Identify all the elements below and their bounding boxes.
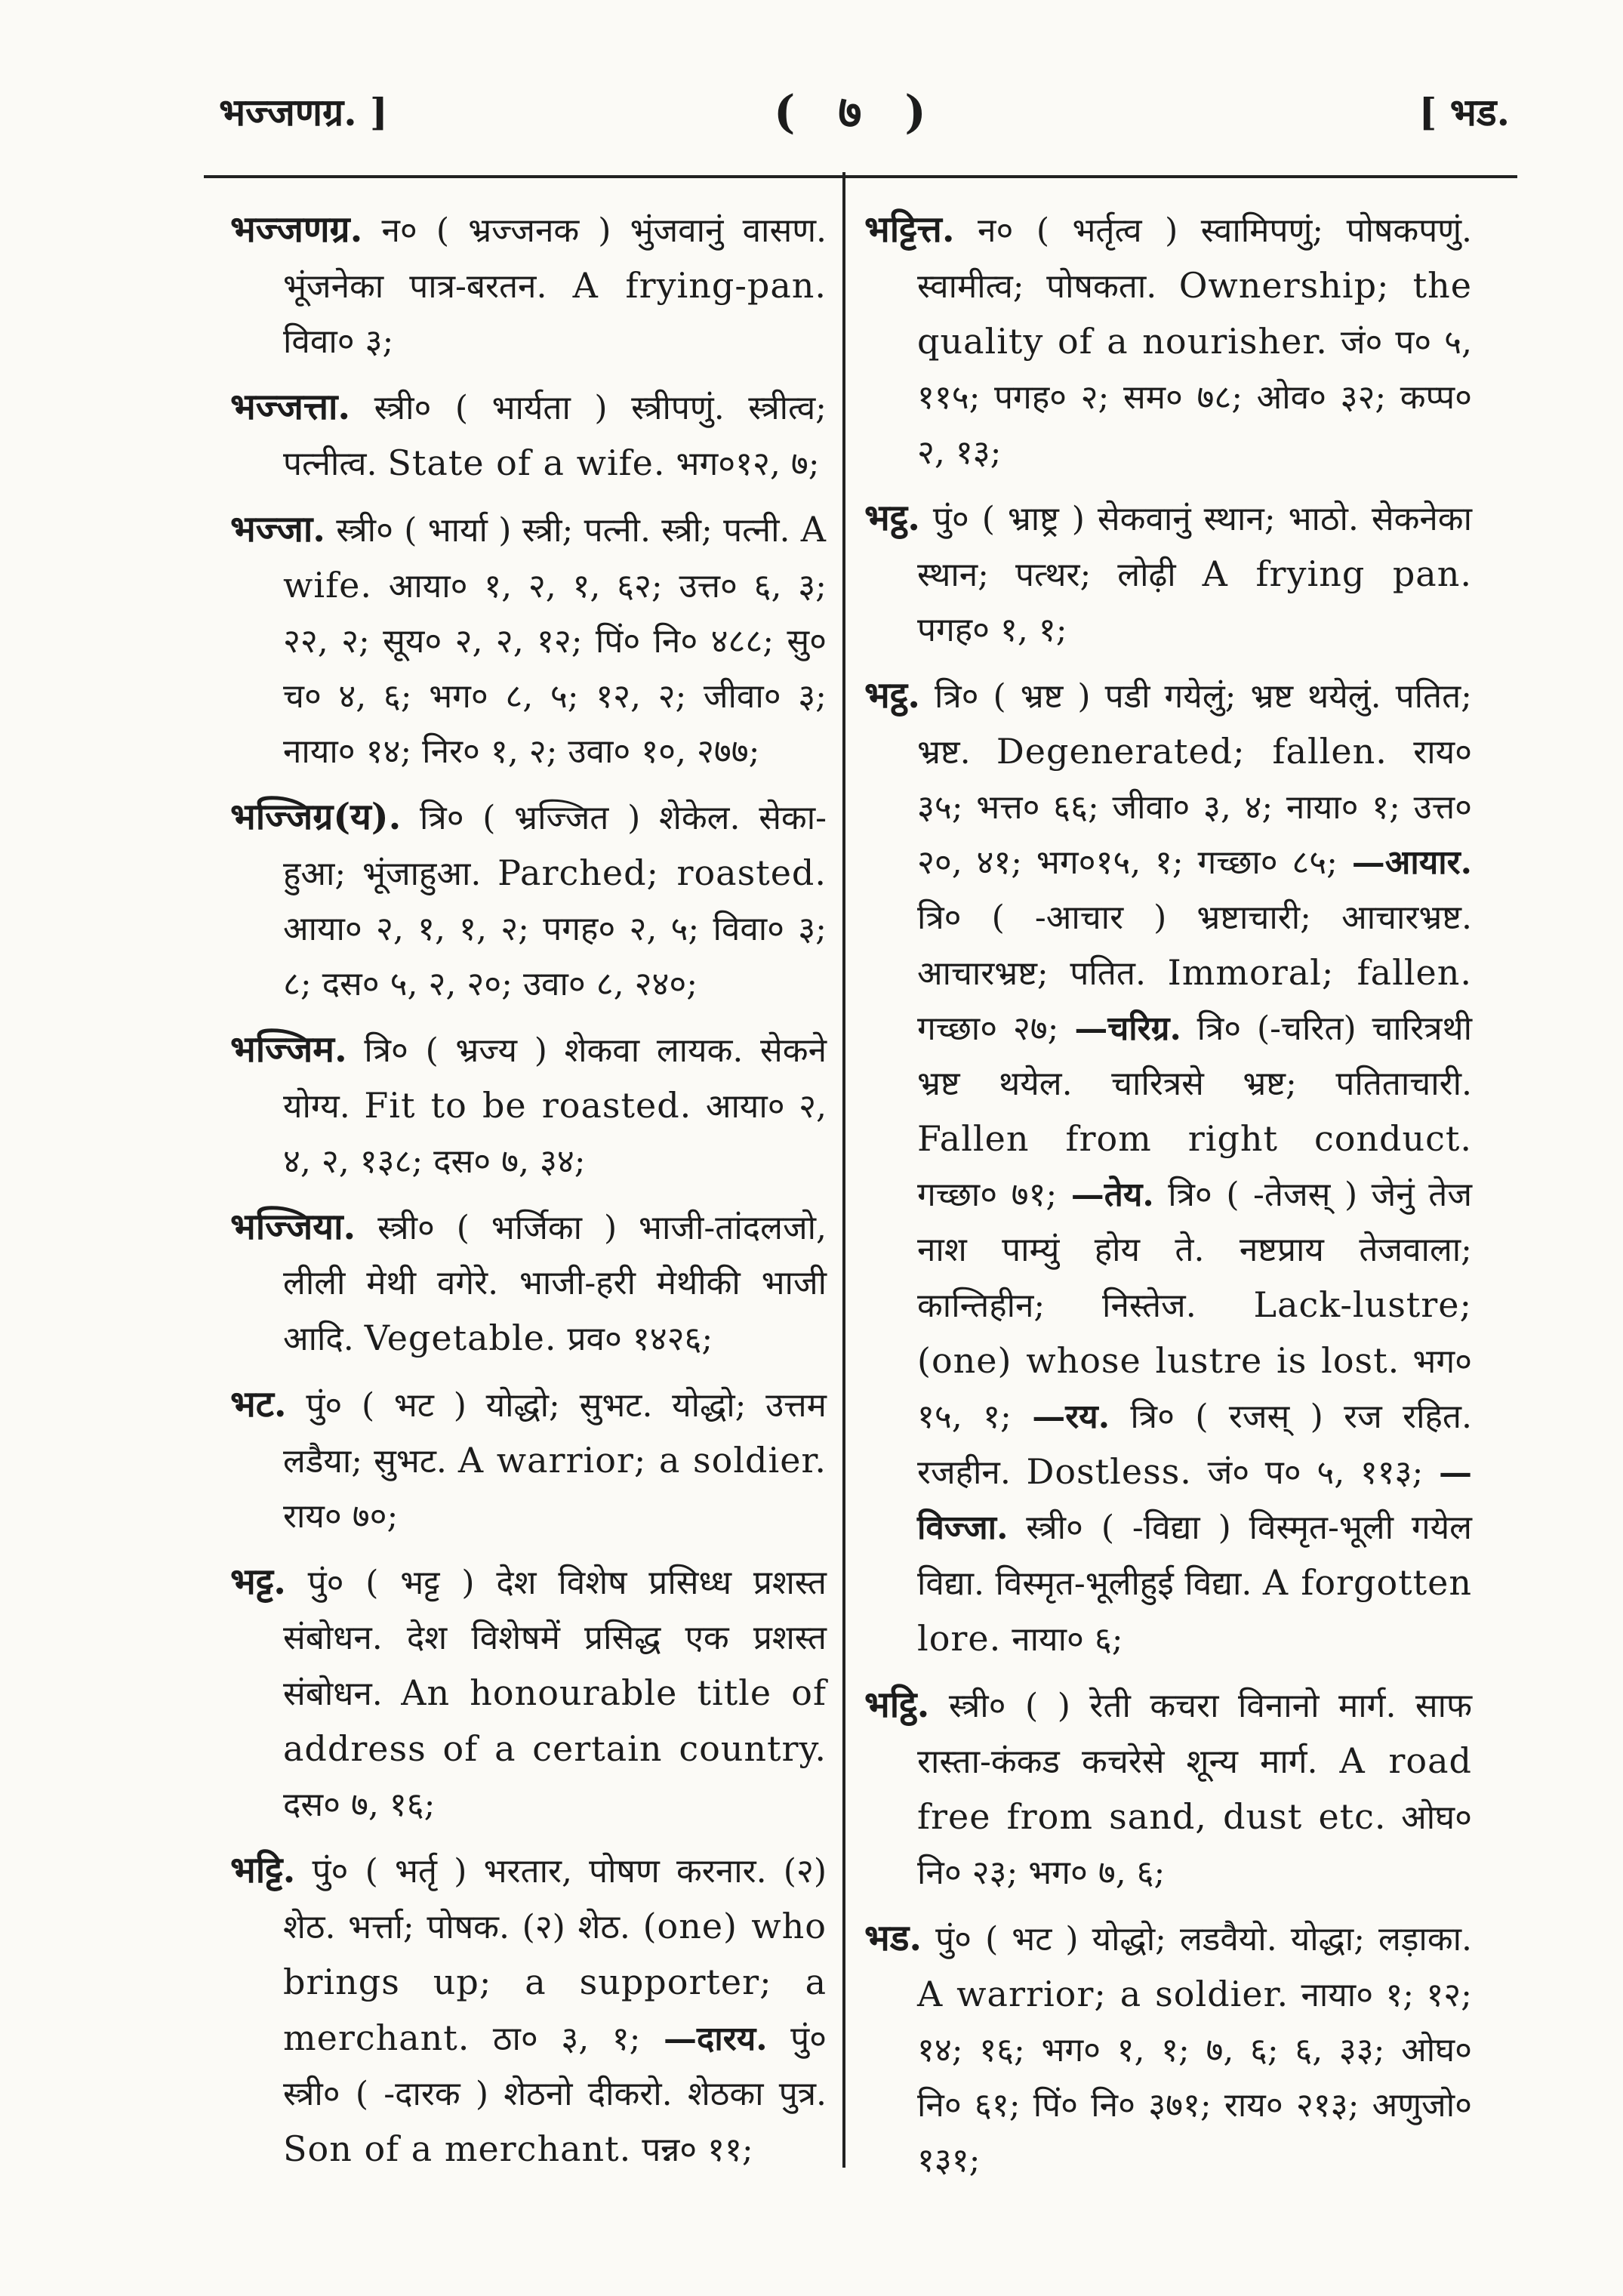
entry-bhajjatta — [230, 380, 827, 492]
headword: भट. — [230, 1383, 287, 1425]
sub-headword: —आयार. — [1351, 843, 1472, 882]
sub-english-gloss: Immoral; fallen. — [1167, 952, 1472, 993]
english-gloss: A wife. — [283, 509, 827, 606]
entry-references: राय० ३५; भत्त० ६६; जीवा० ३, ४; नाया० १; उत्त० २०, ४१; भग०१५, १; गच्छा० ८५; — [917, 733, 1473, 882]
entry-references: विवा० ३; — [283, 322, 394, 361]
english-gloss: A warrior; a soldier. — [457, 1440, 827, 1481]
page-header — [219, 79, 1510, 147]
entry-references: पगह० १, १; — [917, 611, 1067, 649]
sub-references: भग० १५, १; — [917, 1342, 1472, 1436]
entry-definition: स्त्री० ( भार्या ) स्त्री; पत्नी. स्त्री; पत्नी. — [325, 511, 801, 550]
headword: भज्जा. — [230, 508, 325, 550]
entry-references: ओघ० नि० २३; भग० ७, ६; — [917, 1798, 1472, 1892]
sub-headword: —चरिग्र. — [1074, 1009, 1181, 1048]
entry-definition: न० ( भ्रज्जनक ) भुंजवानुं वासण. भूंजनेका पात्र-बरतन. — [283, 211, 827, 306]
english-gloss: A road free from sand, dust etc. — [917, 1740, 1472, 1837]
entry-references: नाया० १; १२; १४; १६; भग० १, १; ७, ६; ६, ३३; ओघ० नि० ६१; पिं० नि० ३७१; राय० २१३; अणुजो० १३१; — [917, 1976, 1472, 2180]
sub-headword: —तेय. — [1070, 1176, 1154, 1214]
sub-references: जं० प० ५, ११३; — [1191, 1453, 1439, 1492]
sub-english-gloss: Fallen from right conduct. — [917, 1118, 1472, 1159]
english-gloss: (one) who brings up; a supporter; a merchant. — [283, 1906, 827, 2058]
english-gloss: Vegetable. — [364, 1318, 557, 1358]
sub-definition: पुं० स्त्री० ( -दारक ) शेठनो दीकरो. शेठका पुत्र. — [283, 2020, 827, 2113]
entry-definition: स्त्री० ( ) रेती कचरा विनानो मार्ग. साफ रास्ता-कंकड कचरेसे शून्य मार्ग. — [917, 1687, 1472, 1781]
english-gloss: Parched; roasted. — [497, 852, 827, 893]
english-gloss: A frying pan. — [1202, 553, 1472, 594]
entry-definition: न० ( भर्तृत्व ) स्वामिपणुं; पोषकपणुं. स्वामीत्व; पोषकता. — [917, 211, 1472, 306]
sub-english-gloss: A forgotten lore. — [917, 1562, 1472, 1659]
entry-bhajjanaa — [230, 202, 827, 369]
english-gloss: Degenerated; fallen. — [996, 731, 1387, 772]
entry-definition: पुं० ( भ्राष्ट्र ) सेकवानुं स्थान; भाठो. सेकनेका स्थान; पत्थर; लोढ़ी — [917, 500, 1472, 594]
entry-bhattitta — [864, 202, 1472, 480]
sub-references: गच्छा० ७१; — [917, 1176, 1071, 1214]
sub-definition: त्रि० ( रजस् ) रज रहित. रजहीन. — [917, 1398, 1472, 1492]
header-first-entry: भज्जणग्र. ] — [219, 90, 388, 134]
sub-definition: स्त्री० ( -विद्या ) विस्मृत-भूली गयेल विद्या. विस्मृत-भूलीहुई विद्या. — [917, 1509, 1472, 1603]
english-gloss: Fit to be roasted. — [364, 1085, 692, 1126]
entry-bhattha-fallen — [864, 668, 1472, 1667]
column-divider — [842, 172, 845, 2168]
entry-definition: पुं० ( भट ) योद्धो; सुभट. योद्धो; उत्तम लडैया; सुभट. — [283, 1386, 827, 1481]
entry-bhajjia — [230, 790, 827, 1012]
entry-references: ठा० ३, १; — [470, 2020, 664, 2058]
entry-bhajjima — [230, 1022, 827, 1189]
sub-english-gloss: Son of a merchant. — [283, 2128, 632, 2169]
entry-bhatthi — [864, 1678, 1472, 1900]
entry-definition: स्त्री० ( भर्जिका ) भाजी-तांदलजो, लीली मेथी वगेरे. भाजी-हरी मेथीकी भाजी आदि. — [283, 1209, 827, 1358]
sub-references: नाया० ६; — [1001, 1620, 1123, 1659]
entry-definition: त्रि० ( भ्रज्य ) शेकवा लायक. सेकने योग्य. — [283, 1031, 827, 1126]
headword: भट्टित्त. — [864, 208, 955, 251]
english-gloss: A warrior; a soldier. — [917, 1974, 1289, 2014]
english-gloss: State of a wife. — [387, 442, 666, 483]
entry-bhajjiya — [230, 1200, 827, 1367]
header-rule — [204, 175, 1517, 178]
english-gloss: A frying-pan. — [572, 265, 827, 306]
sub-references: पन्न० ११; — [631, 2131, 753, 2169]
entry-references: आया० २, १, १, २; पगह० २, ५; विवा० ३; ८; दस० ५, २, २०; उवा० ८, २४०; — [283, 910, 827, 1003]
headword: भट्ठ. — [864, 497, 920, 539]
entry-bhajja — [230, 502, 827, 779]
headword: भज्जत्ता. — [230, 386, 351, 428]
entry-definition: स्त्री० ( भार्यता ) स्त्रीपणुं. स्त्रीत्व; पत्नीत्व. — [283, 389, 827, 483]
entry-bhata — [230, 1377, 827, 1544]
sub-headword: —विज्जा. — [917, 1453, 1472, 1547]
headword: भट्टि. — [230, 1849, 296, 1891]
entry-bhatta — [230, 1555, 827, 1832]
entry-references: प्रव० १४२६; — [556, 1320, 713, 1358]
sub-references: गच्छा० २७; — [917, 1009, 1075, 1048]
sub-definition: त्रि० (-चरित) चारित्रथी भ्रष्ट थयेल. चारित्रसे भ्रष्ट; पतिताचारी. — [917, 1009, 1472, 1103]
page-number: ( ७ ) — [774, 86, 940, 139]
sub-definition: त्रि० ( -तेजस् ) जेनुं तेज नाश पाम्युं होय ते. नष्टप्राय तेजवाला; कान्तिहीन; निस्तेज. — [917, 1176, 1472, 1325]
entry-references: जं० प० ५, ११५; पगह० २; सम० ७८; ओव० ३२; कप्प० २, १३; — [917, 323, 1472, 472]
entry-references: आया० २, ४, २, १३८; दस० ७, ३४; — [283, 1087, 827, 1181]
headword: भड. — [864, 1917, 922, 1959]
sub-headword: —दारय. — [663, 2020, 768, 2058]
entry-references: आया० १, २, १, ६२; उत्त० ६, ३; २२, २; सूय० २, २, १२; पिं० नि० ४८८; सु० च० ४, ६; भग० ८, ५; १२, २; जीवा० ३; नाया० १४; निर० १, २; उवा० १०, २७७; — [283, 567, 827, 771]
entry-definition: पुं० ( भट ) योद्धो; लडवैयो. योद्धा; लड़ाका. — [922, 1920, 1472, 1959]
left-column — [230, 202, 827, 2188]
entry-references: दस० ७, १६; — [283, 1786, 436, 1824]
header-last-entry: [ भड. — [1418, 90, 1510, 134]
entry-definition: त्रि० ( भ्रज्जित ) शेकेल. सेका-हुआ; भूंजाहुआ. — [283, 799, 827, 893]
entry-references: भग०१२, ७; — [665, 445, 820, 483]
entry-references: राय० ७०; — [283, 1497, 399, 1536]
sub-english-gloss: Dostless. — [1026, 1451, 1192, 1492]
entry-bhada — [864, 1911, 1472, 2188]
entry-definition: त्रि० ( भ्रष्ट ) पडी गयेलुं; भ्रष्ट थयेलुं. पतित; भ्रष्ट. — [917, 677, 1472, 772]
headword: भज्जिया. — [230, 1206, 356, 1248]
entry-bhattha-frying-pan — [864, 491, 1472, 658]
headword: भट्ठ. — [864, 674, 920, 717]
sub-english-gloss: Lack-lustre; (one) whose lustre is lost. — [917, 1284, 1472, 1381]
headword: भज्जिम. — [230, 1028, 347, 1071]
sub-headword: —रय. — [1032, 1398, 1110, 1436]
entry-definition: पुं० ( भट्ट ) देश विशेष प्रसिध्ध प्रशस्त संबोधन. देश विशेषमें प्रसिद्ध एक प्रशस्त संबोधन. — [283, 1564, 827, 1713]
headword: भज्जिग्र(य). — [230, 796, 402, 838]
english-gloss: An honourable title of address of a certain country. — [283, 1672, 827, 1769]
headword: भट्ट. — [230, 1561, 286, 1603]
entry-definition: पुं० ( भर्तृ ) भरतार, पोषण करनार. (२) शेठ. भर्त्ता; पोषक. (२) शेठ. — [283, 1852, 827, 1946]
right-column — [864, 202, 1472, 2199]
entry-bhatti — [230, 1843, 827, 2177]
headword: भज्जणग्र. — [230, 208, 363, 251]
headword: भट्ठि. — [864, 1684, 930, 1726]
sub-definition: त्रि० ( -आचार ) भ्रष्टाचारी; आचारभ्रष्ट. आचारभ्रष्ट; पतित. — [917, 898, 1472, 993]
english-gloss: Ownership; the quality of a nourisher. — [917, 265, 1472, 362]
